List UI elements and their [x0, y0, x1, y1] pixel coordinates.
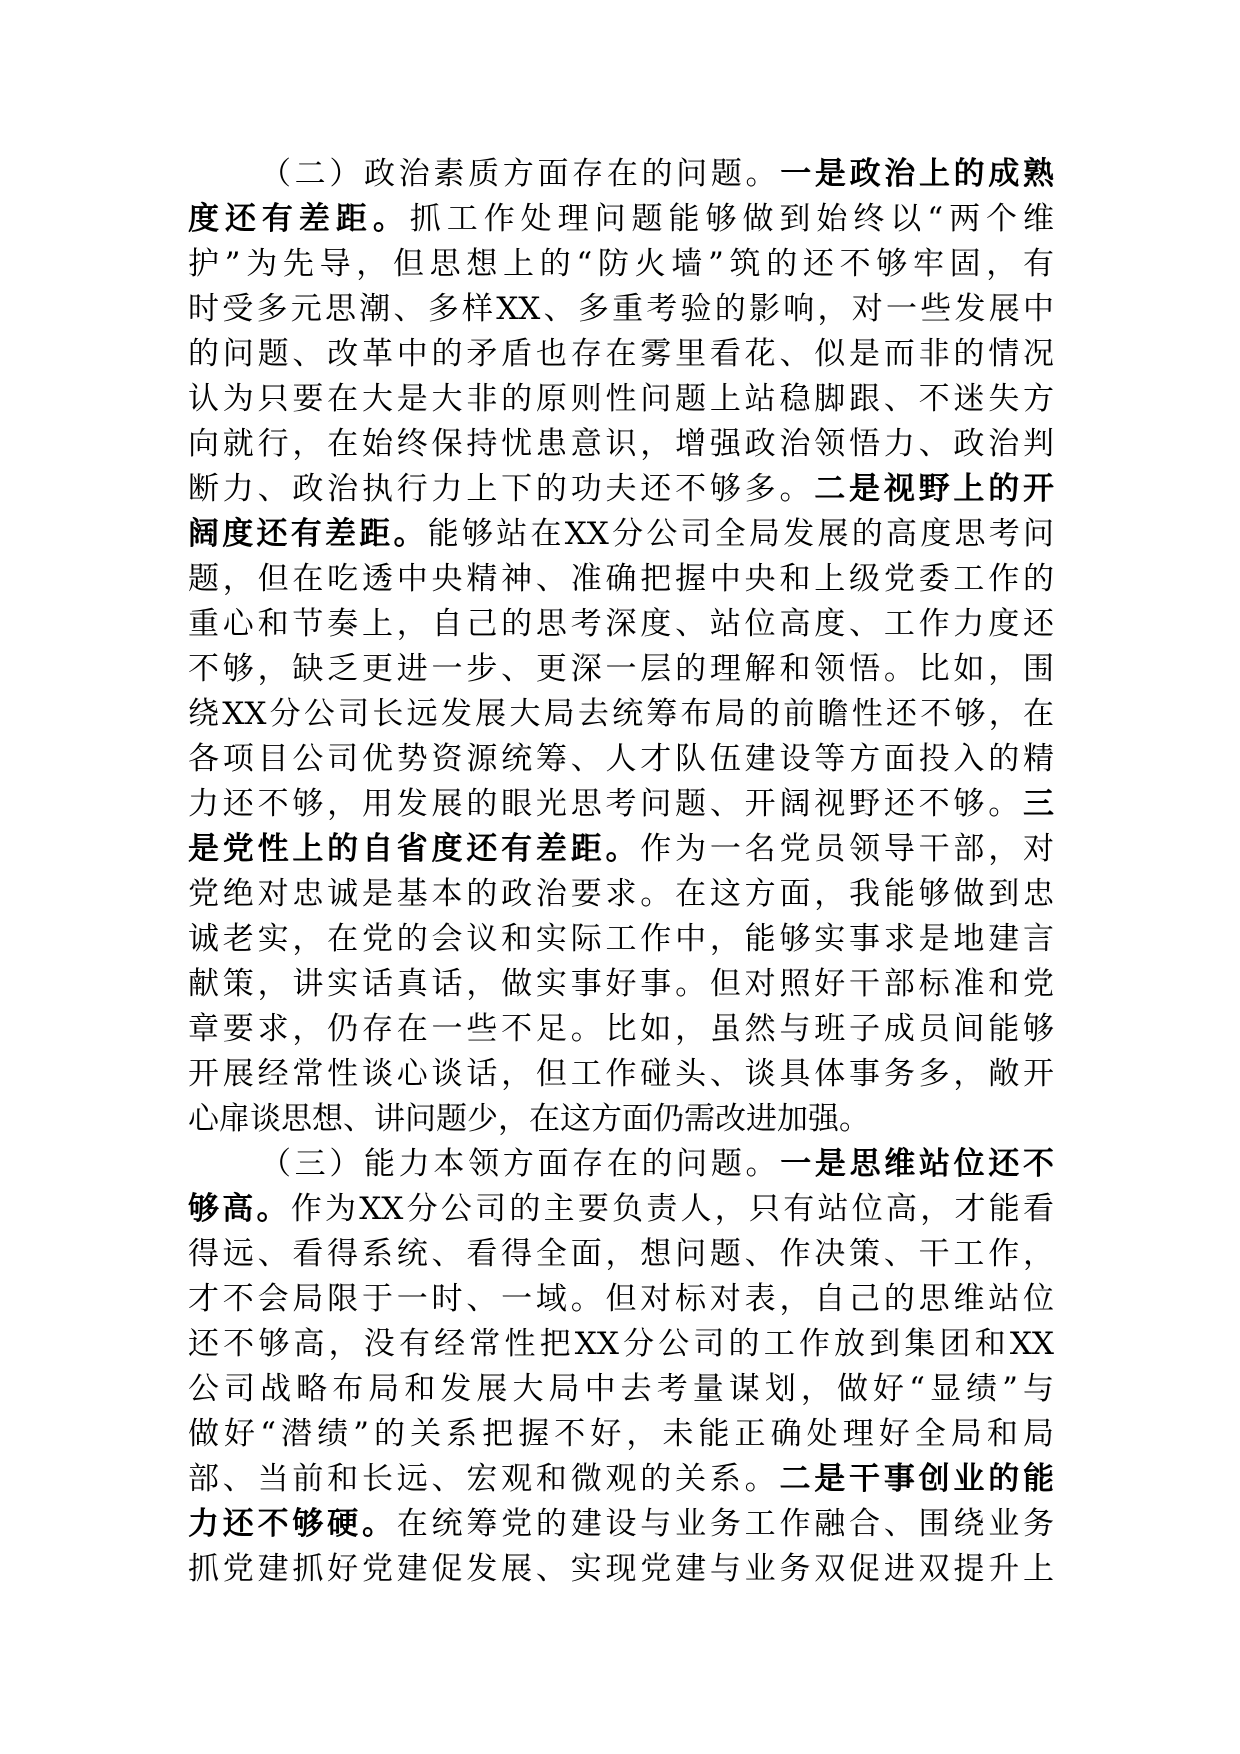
text-run: 认为只要在大是大非的原则性问题上站稳脚跟、不迷失方 [188, 381, 1054, 417]
section-political-quality [188, 152, 1054, 1142]
text-run: 题，但在吃透中央精神、准确把握中央和上级党委工作的 [188, 561, 1054, 597]
bold-phrase: 一是思维站位还不 [780, 1146, 1054, 1182]
text-line [188, 1097, 1054, 1142]
text-line [188, 1502, 1054, 1547]
bold-phrase: 够高。 [188, 1191, 291, 1227]
text-run: （二）政治素质方面存在的问题。 [260, 156, 781, 192]
text-line [188, 917, 1054, 962]
text-line [188, 287, 1054, 332]
text-line [188, 737, 1054, 782]
text-run: 作为XX分公司的主要负责人，只有站位高，才能看 [290, 1191, 1054, 1227]
text-run: 献策，讲实话真话，做实事好事。但对照好干部标准和党 [188, 966, 1054, 1002]
text-line [188, 467, 1054, 512]
text-run: 才不会局限于一时、一域。但对标对表，自己的思维站位 [188, 1281, 1054, 1317]
text-run: 抓工作处理问题能够做到始终以“两个维 [409, 201, 1054, 237]
text-run: 章要求，仍存在一些不足。比如，虽然与班子成员间能够 [188, 1011, 1054, 1047]
text-run: 断力、政治执行力上下的功夫还不够多。 [188, 471, 815, 507]
bold-phrase: 是党性上的自省度还有差距。 [188, 831, 641, 867]
text-run: 开展经常性谈心谈话，但工作碰头、谈具体事务多，敞开 [188, 1056, 1054, 1092]
text-run: 绕XX分公司长远发展大局去统筹布局的前瞻性还不够，在 [188, 696, 1054, 732]
text-run: 党绝对忠诚是基本的政治要求。在这方面，我能够做到忠 [188, 876, 1054, 912]
text-line [188, 872, 1054, 917]
text-run: 抓党建抓好党建促发展、实现党建与业务双促进双提升上 [188, 1551, 1054, 1587]
text-line [188, 197, 1054, 242]
text-line [188, 1277, 1054, 1322]
text-line [188, 1142, 1054, 1187]
text-run: 向就行，在始终保持忧患意识，增强政治领悟力、政治判 [188, 426, 1054, 462]
text-line [188, 422, 1054, 467]
text-line [188, 1187, 1054, 1232]
text-run: 不够，缺乏更进一步、更深一层的理解和领悟。比如，围 [188, 651, 1054, 687]
text-run: 公司战略布局和发展大局中去考量谋划，做好“显绩”与 [188, 1371, 1054, 1407]
bold-phrase: 二是视野上的开 [814, 471, 1054, 507]
bold-phrase: 一是政治上的成熟 [780, 156, 1054, 192]
text-line [188, 557, 1054, 602]
bold-phrase: 度还有差距。 [188, 201, 410, 237]
text-line [188, 827, 1054, 872]
text-line [188, 1052, 1054, 1097]
text-run: 得远、看得系统、看得全面，想问题、作决策、干工作， [188, 1236, 1054, 1272]
text-line [188, 1412, 1054, 1457]
text-run: 在统筹党的建设与业务工作融合、围绕业务 [396, 1506, 1054, 1542]
text-line [188, 1007, 1054, 1052]
bold-phrase: 力还不够硬。 [188, 1506, 397, 1542]
text-run: 还不够高，没有经常性把XX分公司的工作放到集团和XX [188, 1326, 1054, 1362]
text-line [188, 647, 1054, 692]
text-run: 力还不够，用发展的眼光思考问题、开阔视野还不够。 [188, 786, 1023, 822]
section-capability [188, 1142, 1054, 1592]
text-line [188, 782, 1054, 827]
text-line [188, 1367, 1054, 1412]
text-line [188, 962, 1054, 1007]
text-line [188, 602, 1054, 647]
text-line [188, 377, 1054, 422]
text-line [188, 1457, 1054, 1502]
text-line [188, 1547, 1054, 1592]
document-body [188, 152, 1054, 1592]
bold-phrase: 二是干事创业的能 [779, 1461, 1054, 1497]
text-run: 做好“潜绩”的关系把握不好，未能正确处理好全局和局 [188, 1416, 1054, 1452]
text-run: 时受多元思潮、多样XX、多重考验的影响，对一些发展中 [188, 291, 1054, 327]
text-run: 的问题、改革中的矛盾也存在雾里看花、似是而非的情况 [188, 336, 1054, 372]
bold-phrase: 三 [1023, 786, 1054, 822]
text-run: 作为一名党员领导干部，对 [640, 831, 1054, 867]
text-run: 能够站在XX分公司全局发展的高度思考问 [427, 516, 1054, 552]
text-line [188, 1322, 1054, 1367]
text-run: 重心和节奏上，自己的思考深度、站位高度、工作力度还 [188, 606, 1054, 642]
text-line [188, 242, 1054, 287]
text-line [188, 152, 1054, 197]
text-run: 护”为先导，但思想上的“防火墙”筑的还不够牢固，有 [188, 246, 1054, 282]
text-line [188, 332, 1054, 377]
text-run: 心扉谈思想、讲问题少，在这方面仍需改进加强。 [188, 1101, 870, 1137]
text-line [188, 692, 1054, 737]
bold-phrase: 阔度还有差距。 [188, 516, 428, 552]
text-line [188, 512, 1054, 557]
text-run: 诚老实，在党的会议和实际工作中，能够实事求是地建言 [188, 921, 1054, 957]
text-run: 部、当前和长远、宏观和微观的关系。 [188, 1461, 780, 1497]
text-run: （三）能力本领方面存在的问题。 [260, 1146, 781, 1182]
text-line [188, 1232, 1054, 1277]
text-run: 各项目公司优势资源统筹、人才队伍建设等方面投入的精 [188, 741, 1054, 777]
